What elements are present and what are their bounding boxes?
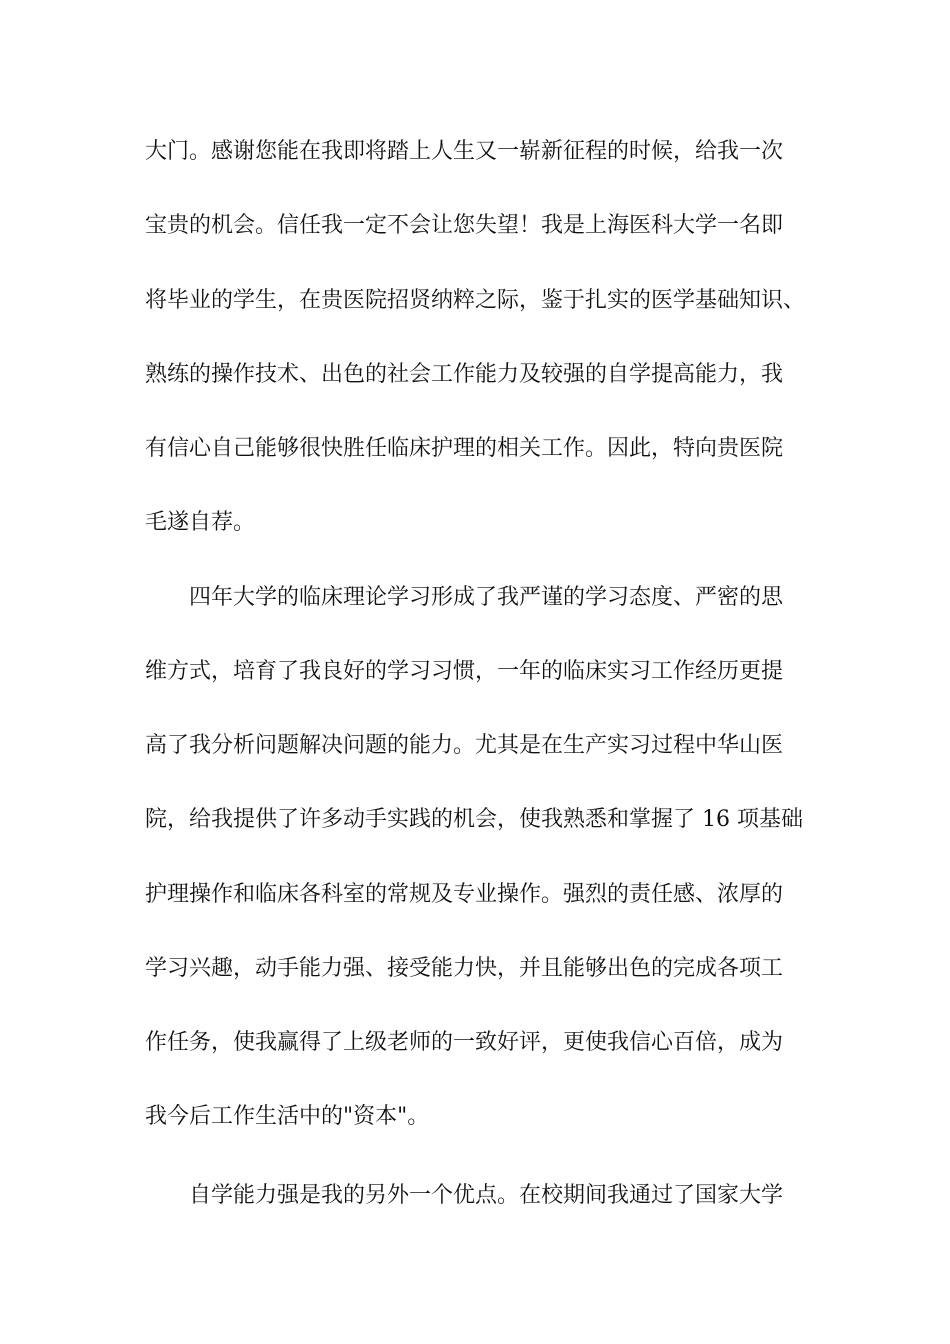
paragraph-line: 自学能力强是我的另外一个优点。在校期间我通过了国家大学 [189,1183,784,1208]
paragraph-line: 作任务，使我赢得了上级老师的一致好评，更使我信心百倍，成为 [145,1030,784,1055]
paragraph-line: 维方式，培育了我良好的学习习惯，一年的临床实习工作经历更提 [145,659,784,684]
paragraph-line: 将毕业的学生，在贵医院招贤纳粹之际，鉴于扎实的医学基础知识、 [145,288,806,313]
paragraph-line: 四年大学的临床理论学习形成了我严谨的学习态度、严密的思 [189,585,784,610]
paragraph-line: 我今后工作生活中的"资本"。 [145,1104,430,1129]
paragraph-line: 熟练的操作技术、出色的社会工作能力及较强的自学提高能力，我 [145,362,784,387]
paragraph-line: 学习兴趣，动手能力强、接受能力快，并且能够出色的完成各项工 [145,956,784,981]
paragraph-line: 宝贵的机会。信任我一定不会让您失望！我是上海医科大学一名即 [145,213,784,238]
paragraph-line: 毛遂自荐。 [145,510,256,535]
paragraph-line: 大门。感谢您能在我即将踏上人生又一崭新征程的时候，给我一次 [145,139,784,164]
paragraph-line: 院，给我提供了许多动手实践的机会，使我熟悉和掌握了 16 项基础 [145,807,803,832]
paragraph-line: 有信心自己能够很快胜任临床护理的相关工作。因此，特向贵医院 [145,436,784,461]
paragraph-line: 护理操作和临床各科室的常规及专业操作。强烈的责任感、浓厚的 [145,882,784,907]
paragraph-line: 高了我分析问题解决问题的能力。尤其是在生产实习过程中华山医 [145,733,784,758]
